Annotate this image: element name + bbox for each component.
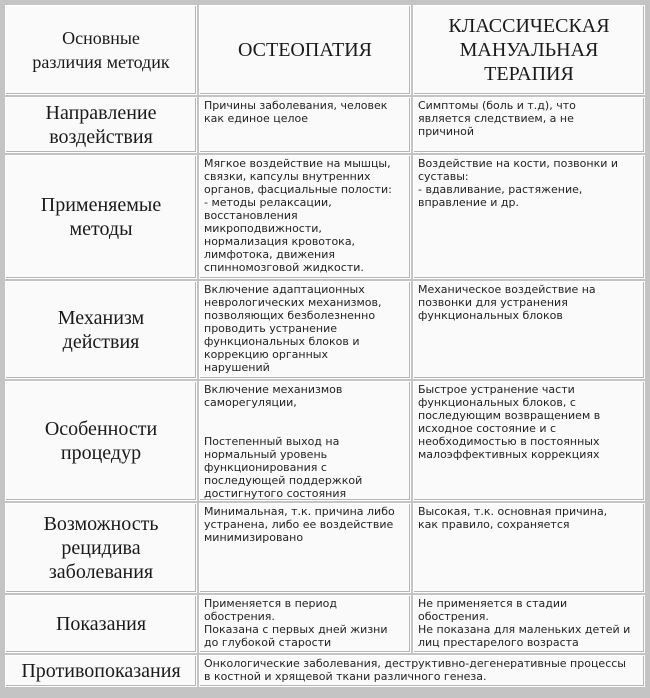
header-row bbox=[5, 5, 645, 95]
manual-therapy-cell: Симптомы (боль и т.д), что является следствием, а не причиной bbox=[413, 97, 645, 153]
table-row bbox=[5, 595, 645, 653]
manual-therapy-cell: Не применяется в стадии обострения. Не показана для маленьких детей и лиц престарелого возраста bbox=[413, 595, 645, 653]
manual-therapy-cell: Механическое воздействие на позвонки для устранения функциональных блоков bbox=[413, 281, 645, 379]
row-label: Возможность рецидива заболевания bbox=[5, 503, 197, 593]
comparison-table bbox=[3, 3, 647, 689]
manual-therapy-cell: Воздействие на кости, позвонки и суставы: - вдавливание, растяжение, вправление и др. bbox=[413, 155, 645, 279]
row-label: Особенности процедур bbox=[5, 381, 197, 501]
osteopathy-cell: Мягкое воздействие на мышцы, связки, капсулы внутренних органов, фасциальные полости: - методы релаксации, восстановления микроподвижности, нормализация кровотока, лимфотока, движения спинномозговой жидкости. bbox=[199, 155, 411, 279]
row-label: Противопоказания bbox=[5, 655, 197, 687]
osteopathy-cell: Включение адаптационных неврологических механизмов, позволяющих безболезненно проводить устранение функциональных блоков и коррекцию органных нарушений bbox=[199, 281, 411, 379]
manual-therapy-cell: Высокая, т.к. основная причина, как правило, сохраняется bbox=[413, 503, 645, 593]
osteopathy-cell: Применяется в период обострения. Показана с первых дней жизни до глубокой старости bbox=[199, 595, 411, 653]
contraindications-cell: Онкологические заболевания, деструктивно-дегенеративные процессы в костной и хрящевой ткани различного генеза. bbox=[199, 655, 645, 687]
row-label: Показания bbox=[5, 595, 197, 653]
table-row bbox=[5, 503, 645, 593]
table-row bbox=[5, 381, 645, 501]
row-label: Применяемые методы bbox=[5, 155, 197, 279]
contraindications-row bbox=[5, 655, 645, 687]
osteopathy-cell: Причины заболевания, человек как единое целое bbox=[199, 97, 411, 153]
header-manual-therapy: КЛАССИЧЕСКАЯ МАНУАЛЬНАЯ ТЕРАПИЯ bbox=[413, 5, 645, 95]
osteopathy-cell: Минимальная, т.к. причина либо устранена, либо ее воздействие минимизировано bbox=[199, 503, 411, 593]
manual-therapy-cell: Быстрое устранение части функциональных блоков, с последующим возвращением в исходное состояние и с необходимостью в постоянных малоэффективных коррекциях bbox=[413, 381, 645, 501]
table-row bbox=[5, 155, 645, 279]
osteopathy-cell: Включение механизмов саморегуляции, Постепенный выход на нормальный уровень функционирования с последующей поддержкой достигнутого состояния bbox=[199, 381, 411, 501]
row-label: Направление воздействия bbox=[5, 97, 197, 153]
header-osteopathy: ОСТЕОПАТИЯ bbox=[199, 5, 411, 95]
table-row bbox=[5, 97, 645, 153]
row-label: Механизм действия bbox=[5, 281, 197, 379]
header-methods-differences: Основные различия методик bbox=[5, 5, 197, 95]
table-row bbox=[5, 281, 645, 379]
